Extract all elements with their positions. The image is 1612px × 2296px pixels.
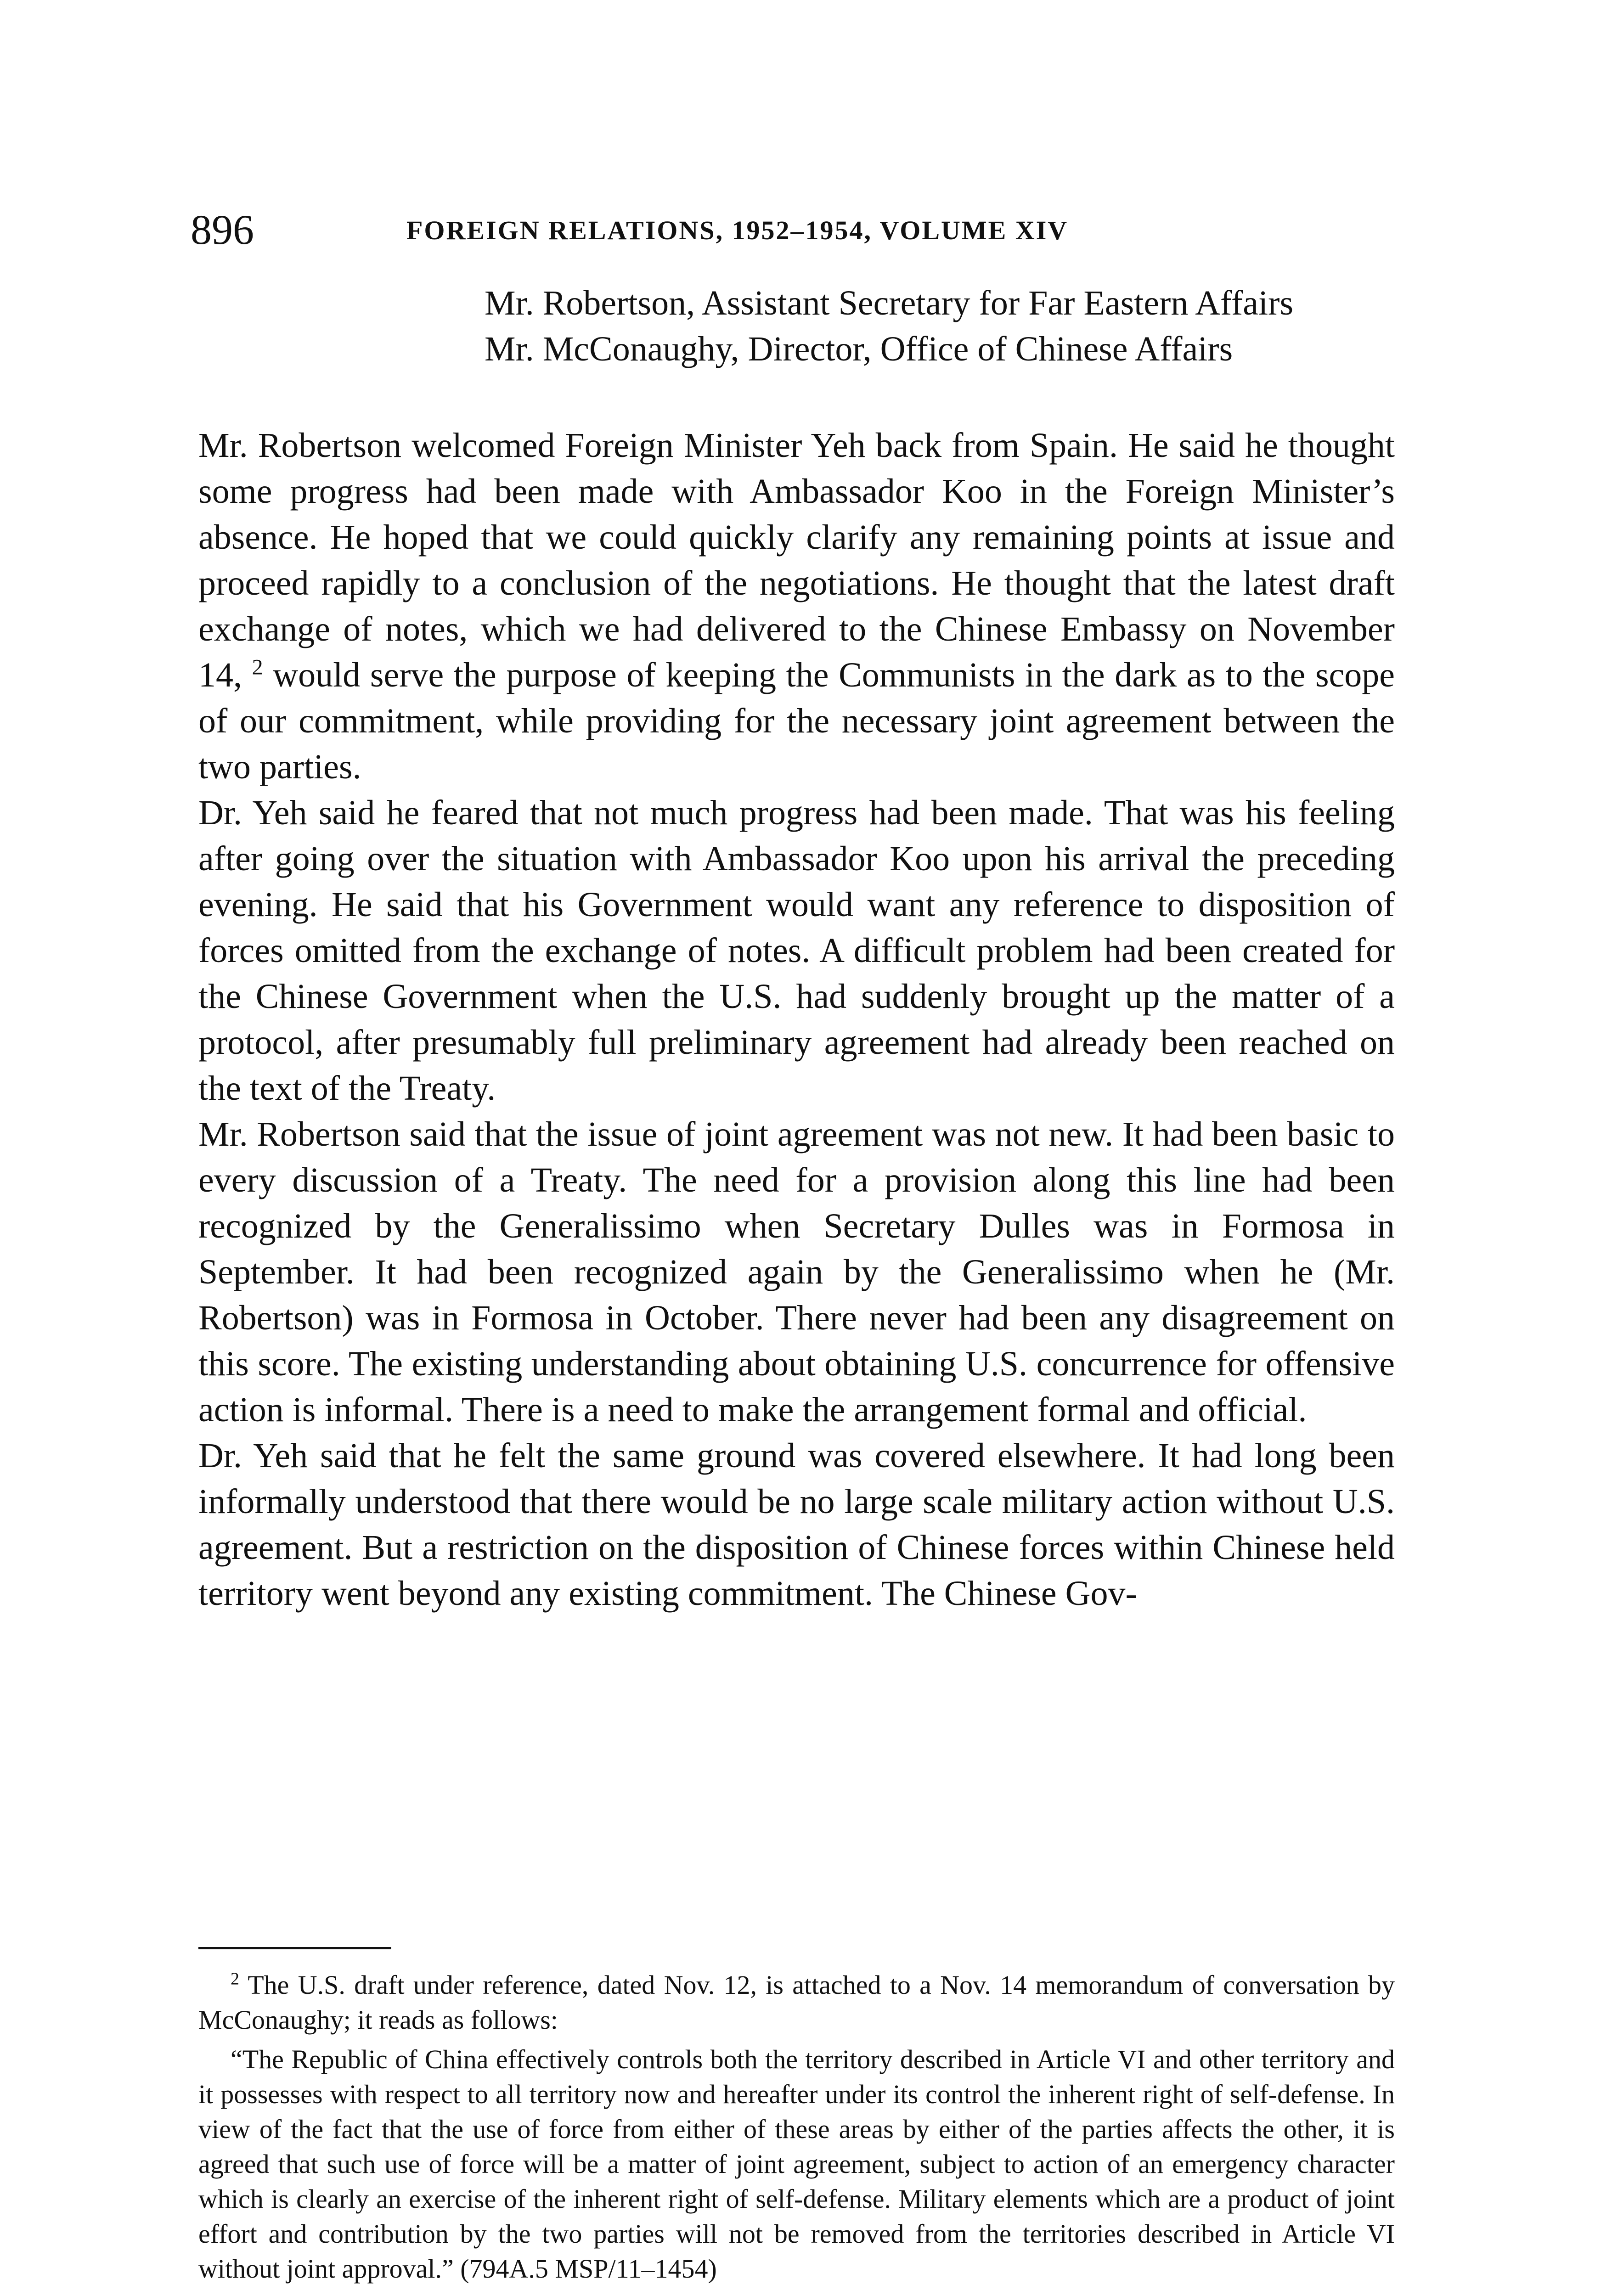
- footnotes: [198, 1968, 1395, 2286]
- paragraph-yeh-restriction: Dr. Yeh said that he felt the same ground was covered elsewhere. It had long been informally understood that there would be no large scale military action without U.S. agreement. But a restriction on the disposition of Chinese forces within Chinese held territory went beyond any existing commitment. The Chinese Gov-: [198, 1436, 1395, 1613]
- participants-list: [485, 280, 1403, 372]
- footnote-2-intro: [198, 1968, 1395, 2037]
- paragraph-1-part-b: would serve the purpose of keeping the Communists in the dark as to the scope of our commitment, while providing for the necessary joint agreement between the two parties.: [198, 656, 1395, 786]
- page-header: [191, 197, 1421, 262]
- paragraph-robertson-joint-agreement: Mr. Robertson said that the issue of joint agreement was not new. It had been basic to every discussion of a Treaty. The need for a provision along this line had been recognized by the Generalissimo when Secretary Dulles was in Formosa in September. It had been recognized again by the Generalissimo when he (Mr. Robertson) was in Formosa in October. There never had been any disagreement on this score. The existing understanding about obtaining U.S. concurrence for offensive action is informal. There is a need to make the arrangement formal and official.: [198, 1115, 1395, 1429]
- body-text: [198, 422, 1395, 1616]
- running-head: FOREIGN RELATIONS, 1952–1954, VOLUME XIV: [406, 215, 1069, 245]
- footnote-2-quote: “The Republic of China effectively controls both the territory described in Article VI and other territory and it possesses with respect to all territory now and hereafter under its control the inherent right of self-defense. In view of the fact that the use of force from either of these areas by either of the parties affects the other, it is agreed that such use of force will be a matter of joint agreement, subject to action of an emergency character which is clearly an exercise of the inherent right of self-defense. Military elements which are a product of joint effort and contribution by the two parties will not be removed from the territories described in Article VI without joint approval.” (794A.5 MSP/11–1454): [198, 2044, 1395, 2284]
- participant-robertson: Mr. Robertson, Assistant Secretary for Far Eastern Affairs: [485, 284, 1294, 322]
- paragraph-yeh-progress: Dr. Yeh said he feared that not much progress had been made. That was his feeling after going over the situation with Ambassador Koo upon his arrival the preceding evening. He said that his Government would want any reference to disposition of forces omitted from the exchange of notes. A difficult problem had been created for the Chinese Government when the U.S. had suddenly brought up the matter of a protocol, after presumably full preliminary agreement had already been reached on the text of the Treaty.: [198, 793, 1395, 1108]
- footnote-marker: 2: [231, 1969, 239, 1989]
- paragraph-1-part-a: Mr. Robertson welcomed Foreign Minister Yeh back from Spain. He said he thought some progress had been made with Ambassador Koo in the Foreign Minister’s absence. He hoped that we could quickly clarify any remaining points at issue and proceed rapidly to a conclusion of the negotiations. He thought that the latest draft exchange of notes, which we had delivered to the Chinese Embassy on November 14,: [198, 426, 1395, 694]
- footnote-reference: 2: [252, 655, 263, 680]
- footnote-divider: [198, 1947, 391, 1949]
- participant-mcconaughy: Mr. McConaughy, Director, Office of Chinese Affairs: [485, 330, 1233, 368]
- footnote-intro-text: The U.S. draft under reference, dated Nov. 12, is attached to a Nov. 14 memorandum of conversation by McConaughy; it reads as follows:: [198, 1970, 1395, 2035]
- page-number: 896: [191, 206, 254, 253]
- paragraph-robertson-welcome: [198, 422, 1395, 790]
